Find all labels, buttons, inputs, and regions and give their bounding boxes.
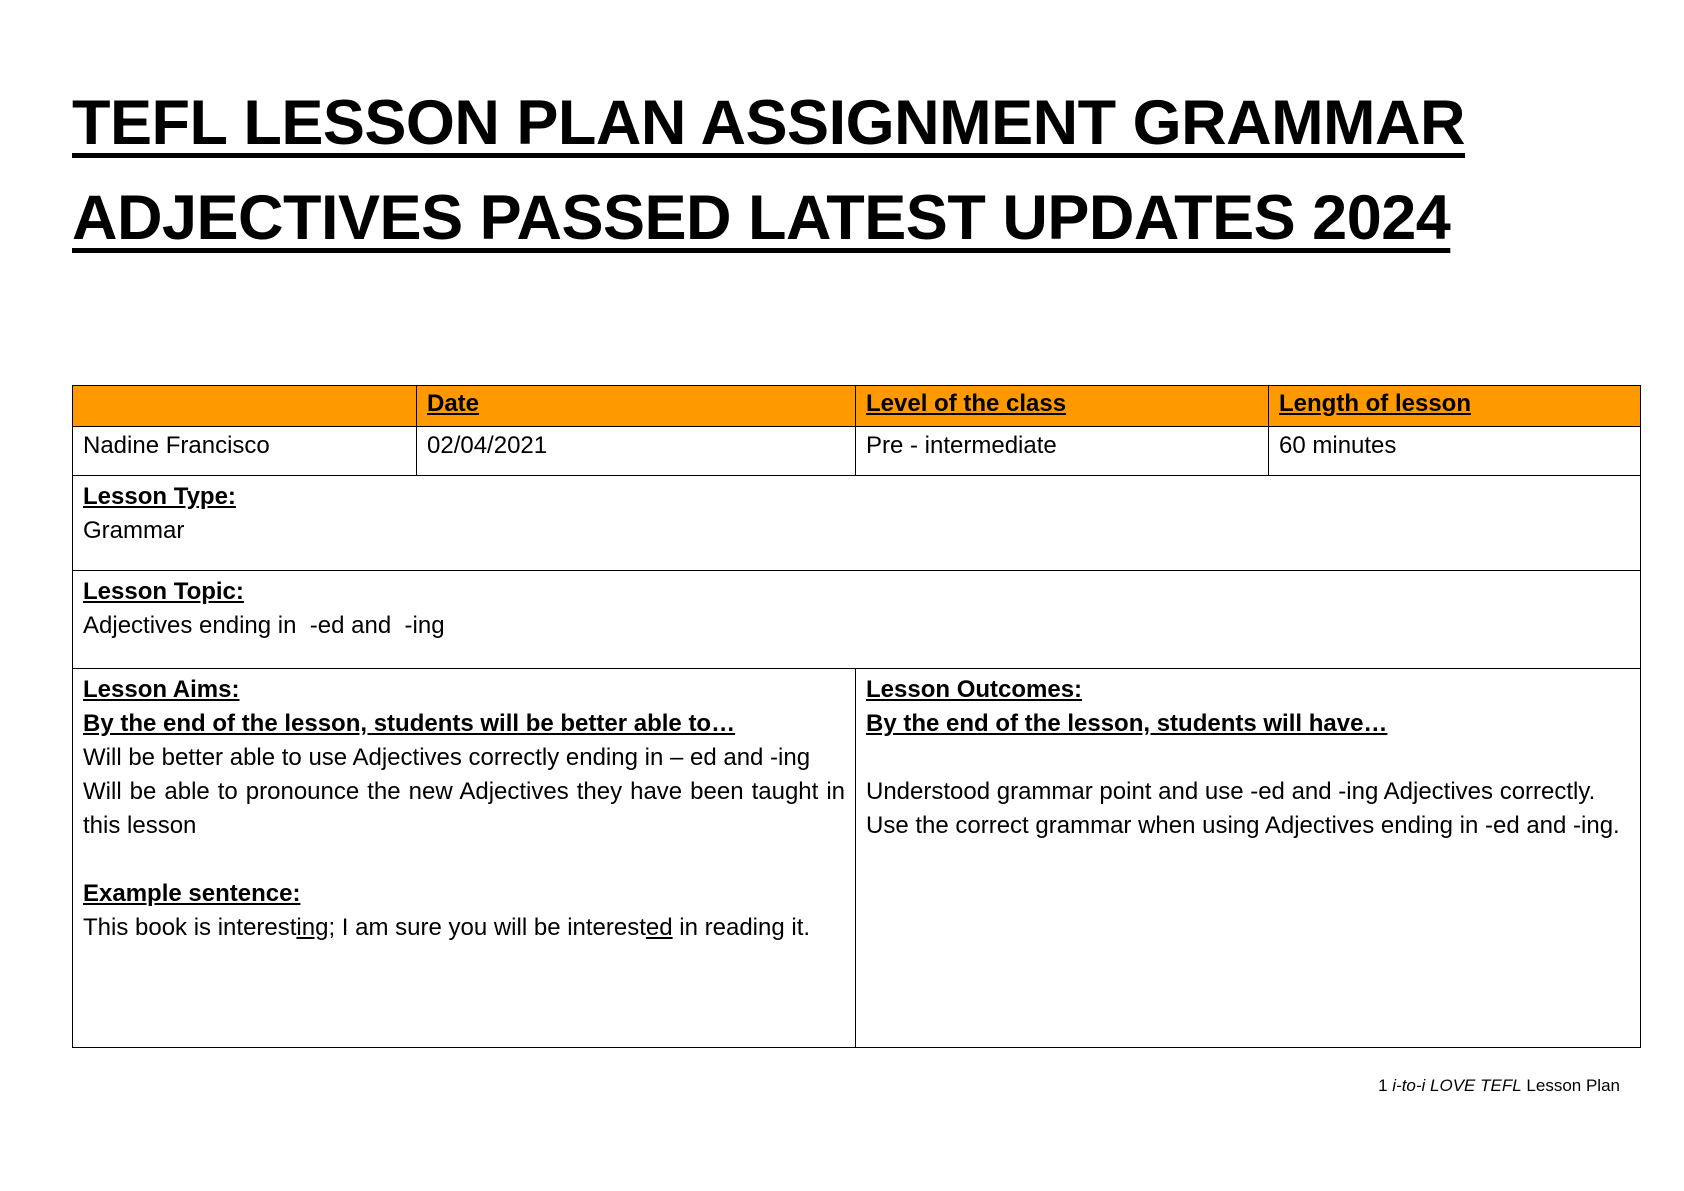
example-sentence bbox=[83, 911, 845, 945]
teacher-name: Nadine Francisco bbox=[73, 427, 417, 476]
aim-item: Will be able to pronounce the new Adjectives they have been taught in this lesson bbox=[83, 778, 845, 839]
lesson-topic-label: Lesson Topic: bbox=[83, 578, 244, 605]
info-row bbox=[73, 427, 1641, 476]
class-level: Pre - intermediate bbox=[856, 427, 1269, 476]
example-part: This book is interest bbox=[83, 914, 297, 941]
lesson-plan-table bbox=[72, 385, 1641, 1048]
footer-brand: i-to-i LOVE TEFL bbox=[1392, 1076, 1522, 1095]
outcome-item: Understood grammar point and use -ed and -ing Adjectives correctly. bbox=[866, 778, 1596, 805]
example-part: in reading it. bbox=[672, 914, 811, 941]
page-footer bbox=[1378, 1074, 1620, 1098]
lesson-aims-cell bbox=[73, 669, 856, 1048]
lesson-topic-value: Adjectives ending in -ed and -ing bbox=[83, 612, 445, 639]
title-line-1: TEFL LESSON PLAN ASSIGNMENT GRAMMAR bbox=[72, 88, 1466, 158]
lesson-topic-cell bbox=[73, 571, 1641, 669]
lesson-outcomes-label: Lesson Outcomes: bbox=[866, 676, 1083, 703]
example-sentence-label: Example sentence: bbox=[83, 880, 301, 907]
header-cell-length: Length of lesson bbox=[1269, 386, 1641, 427]
spacer bbox=[83, 843, 845, 877]
footer-suffix: Lesson Plan bbox=[1526, 1076, 1620, 1095]
lesson-aims-intro: By the end of the lesson, students will be better able to… bbox=[83, 710, 736, 737]
lesson-outcomes-intro: By the end of the lesson, students will have… bbox=[866, 710, 1388, 737]
example-suffix-ing: ing bbox=[296, 914, 329, 941]
lesson-date: 02/04/2021 bbox=[417, 427, 856, 476]
header-row bbox=[73, 386, 1641, 427]
lesson-aims-label: Lesson Aims: bbox=[83, 676, 240, 703]
lesson-length: 60 minutes bbox=[1269, 427, 1641, 476]
page-title bbox=[72, 76, 1632, 266]
example-suffix-ed: ed bbox=[645, 914, 673, 941]
spacer bbox=[866, 741, 1630, 775]
lesson-type-value: Grammar bbox=[83, 517, 185, 544]
lesson-type-cell bbox=[73, 476, 1641, 571]
header-cell-date: Date bbox=[417, 386, 856, 427]
lesson-topic-row bbox=[73, 571, 1641, 669]
header-cell-level: Level of the class bbox=[856, 386, 1269, 427]
aims-outcomes-row bbox=[73, 669, 1641, 1048]
outcome-item: Use the correct grammar when using Adjectives ending in -ed and -ing. bbox=[866, 812, 1620, 839]
lesson-type-row bbox=[73, 476, 1641, 571]
lesson-type-label: Lesson Type: bbox=[83, 483, 236, 510]
example-part: ; I am sure you will be interest bbox=[328, 914, 646, 941]
lesson-outcomes-cell bbox=[856, 669, 1641, 1048]
title-line-2: ADJECTIVES PASSED LATEST UPDATES 2024 bbox=[72, 183, 1451, 253]
page-number: 1 bbox=[1378, 1076, 1388, 1095]
header-cell-name bbox=[73, 386, 417, 427]
aim-item: Will be better able to use Adjectives correctly ending in – ed and -ing bbox=[83, 744, 811, 771]
